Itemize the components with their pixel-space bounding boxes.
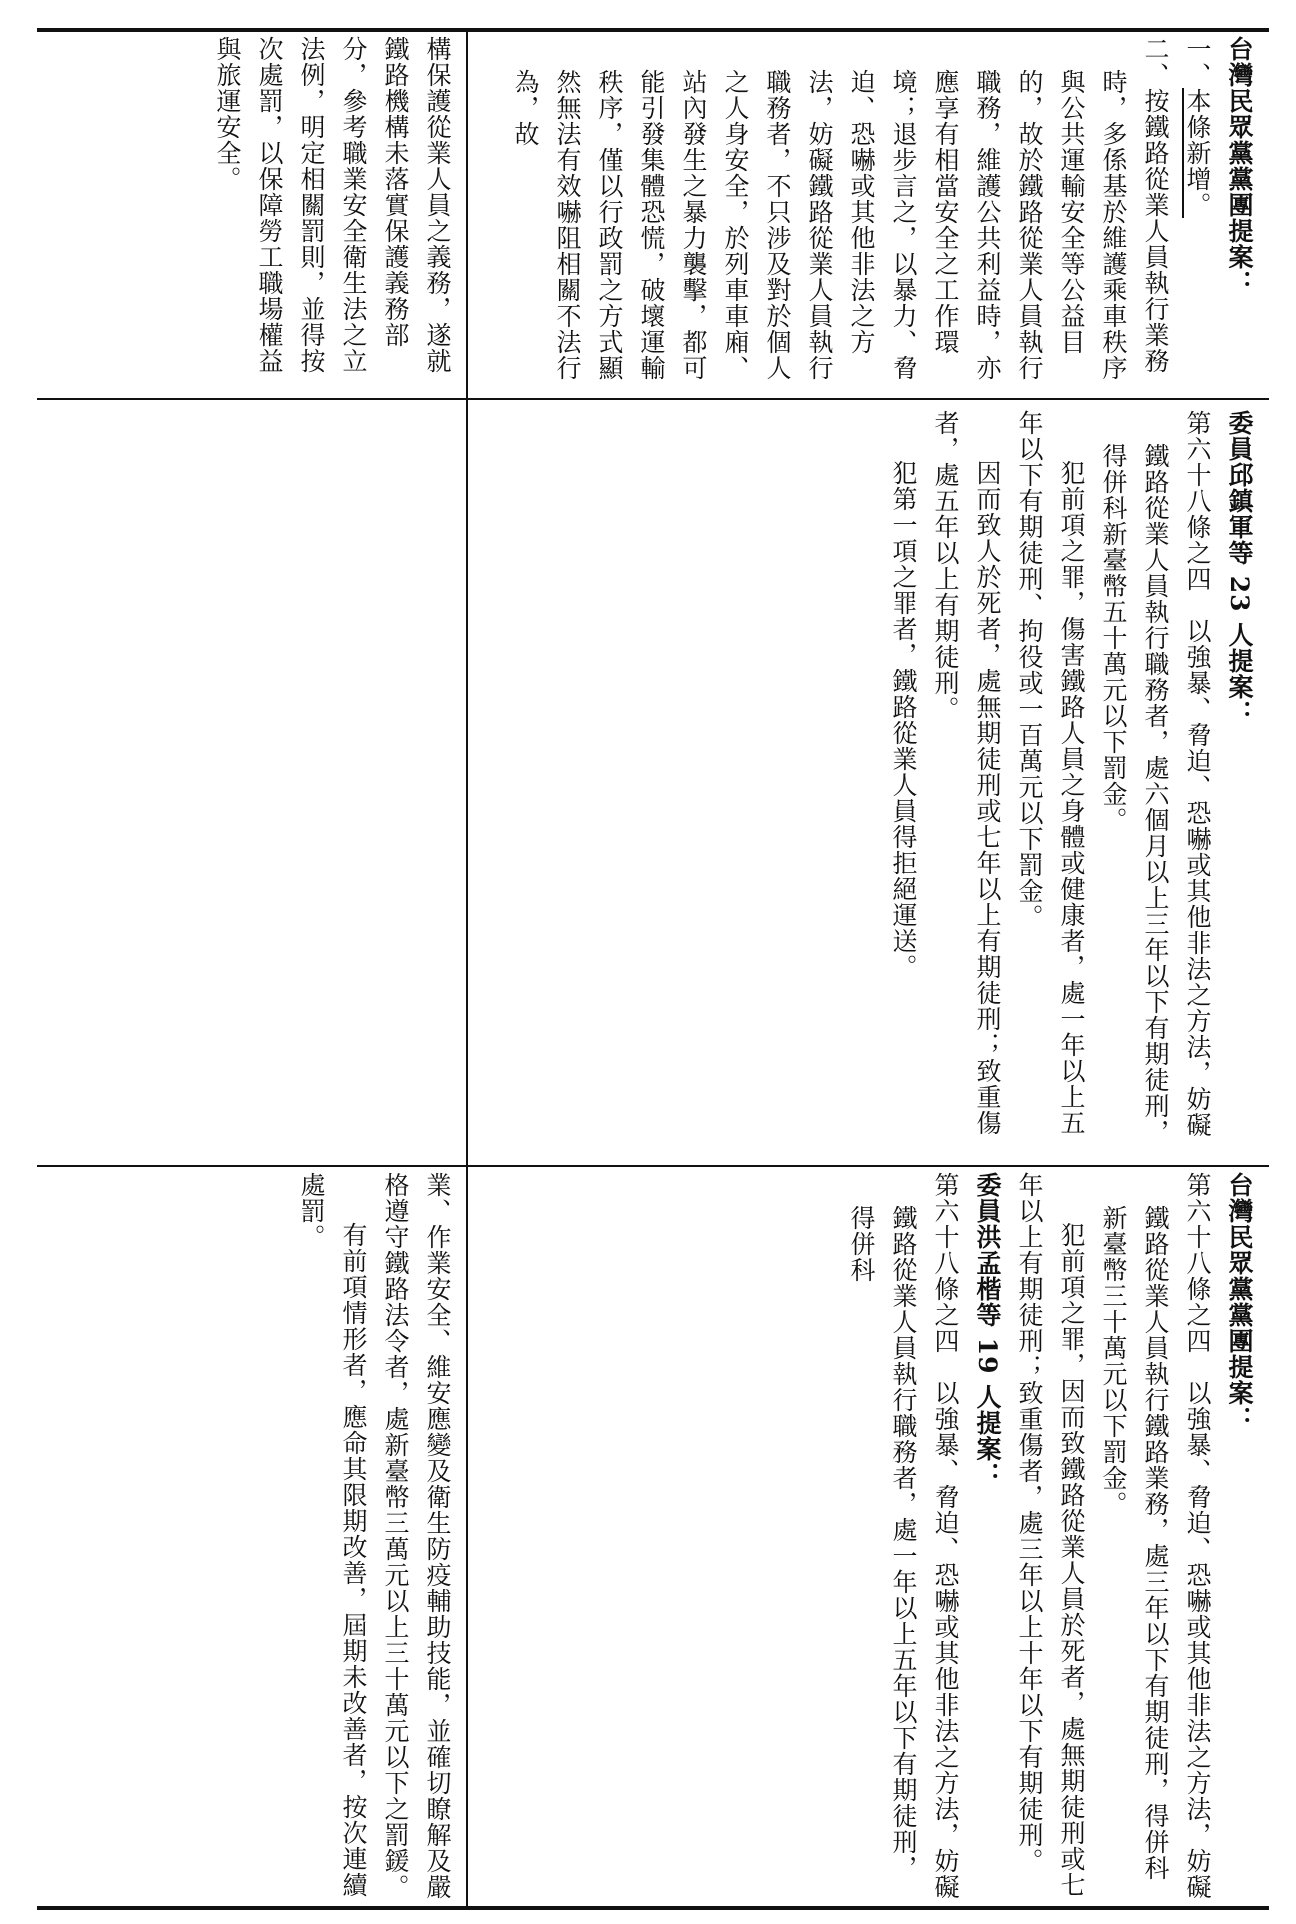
middle-paragraph-2: 犯前項之罪，傷害鐵路人員之身體或健康者，處一年以上五年以下有期徒刑、拘役或一百萬元以下罰金。: [1015, 410, 1086, 1136]
item-1-prefix: 一、: [1183, 36, 1212, 88]
right-bottom-item-1: [1176, 36, 1218, 392]
left-top-paragraph-1: 業、作業安全、維安應變及衛生防疫輔助技能，並確切瞭解及嚴格遵守鐵路法令者，處新臺幣三萬元以上三十萬元以下之罰鍰。: [381, 1172, 452, 1900]
right-top-cell: [60, 36, 458, 392]
row-divider: [466, 28, 468, 1910]
right-top-text: 構保護從業人員之義務，遂就鐵路機構未落實保護義務部分，參考職業安全衛生法之立法例，明定相關罰則，並得按次處罰，以保障勞工職場權益與旅運安全。: [213, 36, 452, 374]
left-top-paragraph-2: 有前項情形者，應命其限期改善，屆期未改善者，按次連續處罰。: [297, 1172, 368, 1898]
item-2-text: 按鐵路從業人員執行業務時，多係基於維護乘車秩序與公共運輸安全等公益目的，故於鐵路從業人員執行職務，維護公共利益時，亦應享有相當安全之工作環境；退步言之，以暴力、脅迫、恐嚇或其他非法之方法，妨礙鐵路從業人員執行職務者，不只涉及對於個人之人身安全，於列車車廂、站內發生之暴力襲擊，都可能引發集體恐慌，破壞運輸秩序，僅以行政罰之方式顯然無法有效嚇阻相關不法行為，故: [511, 68, 1170, 381]
right-bottom-item-2: [504, 36, 1176, 392]
left-bottom-heading-1: 台灣民眾黨黨團提案：: [1225, 1172, 1254, 1432]
middle-top-cell: [60, 404, 458, 1159]
left-bottom-cell: [482, 1172, 1260, 1902]
right-bottom-cell: [482, 36, 1260, 392]
middle-bottom-cell: [482, 410, 1260, 1155]
item-1-text: 本條新增。: [1183, 88, 1212, 218]
right-bottom-heading: 台灣民眾黨黨團提案：: [1225, 36, 1254, 296]
left-bottom-heading-2: 委員洪孟楷等 19 人提案：: [973, 1172, 1002, 1489]
middle-paragraph-1: 第六十八條之四 以強暴、脅迫、恐嚇或其他非法之方法，妨礙鐵路從業人員執行職務者，處六個月以上三年以下有期徒刑，得併科新臺幣五十萬元以下罰金。: [1099, 410, 1212, 1145]
left-top-cell: [60, 1172, 458, 1902]
left-paragraph-3: 第六十八條之四 以強暴、脅迫、恐嚇或其他非法之方法，妨礙鐵路從業人員執行職務者，處一年以上五年以下有期徒刑，得併科: [847, 1172, 960, 1900]
middle-paragraph-3: 因而致人於死者，處無期徒刑或七年以上有期徒刑；致重傷者，處五年以上有期徒刑。: [931, 410, 1002, 1136]
column-divider-2: [37, 1165, 1269, 1167]
middle-paragraph-4: 犯第一項之罪者，鐵路從業人員得拒絕運送。: [889, 460, 918, 980]
item-2-prefix: 二、: [1141, 36, 1170, 88]
column-divider-1: [37, 398, 1269, 400]
middle-bottom-heading: 委員邱鎮軍等 23 人提案：: [1225, 410, 1254, 727]
left-paragraph-2: 犯前項之罪，因而致鐵路從業人員於死者，處無期徒刑或七年以上有期徒刑；致重傷者，處三年以上十年以下有期徒刑。: [1015, 1172, 1086, 1898]
left-paragraph-1: 第六十八條之四 以強暴、脅迫、恐嚇或其他非法之方法，妨礙鐵路從業人員執行鐵路業務，處三年以下有期徒刑，得併科新臺幣三十萬元以下罰金。: [1099, 1172, 1212, 1900]
